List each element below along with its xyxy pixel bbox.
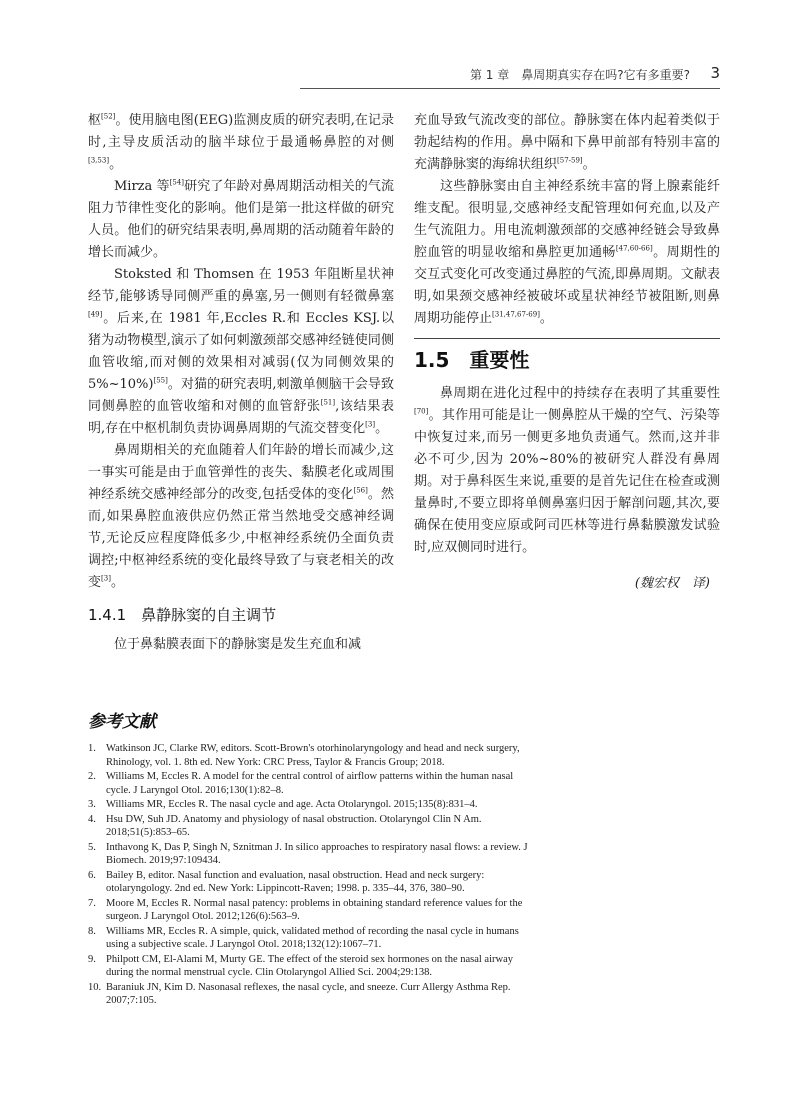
- paragraph: 鼻周期相关的充血随着人们年龄的增长而减少,这一事实可能是由于血管弹性的丧失、黏膜老化或周围神经系统交感神经部分的改变,包括受体的变化[56]。然而,如果鼻腔血液供应仍然正常当然地受交感神经调节,无论反应程度降低多少,中枢神经系统仍全面负责调控;中枢神经系统的变化最终导致了与衰老相关的改变[3]。: [88, 443, 394, 590]
- paragraph: Mirza 等[54]研究了年龄对鼻周期活动相关的气流阻力节律性变化的影响。他们是第一批这样做的研究人员。他们的研究结果表明,鼻周期的活动随着年龄的增长而减少。: [88, 178, 394, 260]
- left-column: [88, 110, 394, 656]
- reference-text: Baraniuk JN, Kim D. Nasonasal reflexes, the nasal cycle, and sneeze. Curr Allergy Asthma Rep. 2007;7:105.: [106, 981, 511, 1006]
- section-rule: [414, 338, 720, 339]
- reference-number: 5.: [88, 841, 96, 853]
- reference-item: [88, 798, 530, 812]
- header-rule: [300, 88, 720, 89]
- citation[interactable]: [3,53]: [88, 156, 110, 165]
- references-heading: 参考文献: [88, 712, 156, 732]
- citation[interactable]: [49]: [88, 310, 103, 319]
- reference-number: 3.: [88, 799, 96, 810]
- reference-item: [88, 925, 530, 952]
- reference-item: [88, 841, 530, 868]
- citation[interactable]: [52]: [101, 112, 116, 121]
- paragraph: 位于鼻黏膜表面下的静脉窦是发生充血和减: [114, 637, 362, 652]
- reference-number: 10.: [88, 981, 102, 993]
- reference-number: 4.: [88, 813, 96, 825]
- reference-item: [88, 813, 530, 840]
- citation[interactable]: [47,60-66]: [615, 244, 653, 253]
- citation[interactable]: [55]: [153, 376, 168, 385]
- reference-list: [88, 742, 530, 1009]
- citation[interactable]: [56]: [353, 486, 368, 495]
- citation[interactable]: [31,47,67-69]: [492, 310, 540, 319]
- citation[interactable]: [3]: [101, 574, 111, 583]
- reference-text: Watkinson JC, Clarke RW, editors. Scott-Brown's otorhinolaryngology and head and neck surgery, Rhinology, vol. 1. 8th ed. New York: CRC Press, Taylor & Francis Group; 2018.: [106, 743, 520, 768]
- paragraph: 枢[52]。使用脑电图(EEG)监测皮质的研究表明,在记录时,主导皮质活动的脑半球位于最通畅鼻腔的对侧[3,53]。: [88, 112, 394, 172]
- paragraph: Stoksted 和 Thomsen 在 1953 年阻断星状神经节,能够诱导同侧严重的鼻塞,另一侧则有轻微鼻塞[49]。后来,在 1981 年,Eccles R.和 Eccles KSJ.以猪为动物模型,演示了如何刺激颈部交感神经链使同侧血管收缩,而对侧的效果相对减弱(仅为同侧效果的 5%~10%)[55]。对猫的研究表明,刺激单侧脑干会导致同侧鼻腔的血管收缩和对侧的血管舒张[51],该结果表明,存在中枢机制负责协调鼻周期的气流交替变化[3]。: [88, 267, 394, 436]
- reference-number: 1.: [88, 743, 96, 754]
- reference-item: [88, 897, 530, 924]
- reference-number: 7.: [88, 897, 96, 909]
- reference-text: Philpott CM, El-Alami M, Murty GE. The effect of the steroid sex hormones on the nasal airway during the normal menstrual cycle. Clin Otolaryngol Allied Sci. 2004;29:138.: [106, 953, 513, 978]
- citation[interactable]: [3]: [365, 420, 376, 429]
- paragraph: 充血导致气流改变的部位。静脉窦在体内起着类似于勃起结构的作用。鼻中隔和下鼻甲前部有特别丰富的充满静脉窦的海绵状组织[57-59]。: [414, 113, 720, 172]
- reference-text: Williams MR, Eccles R. A simple, quick, validated method of recording the nasal cycle in humans using a subjective scale. J Laryngol Otol. 2018;132(12):1067–71.: [106, 925, 519, 950]
- citation[interactable]: [57-59]: [557, 156, 583, 165]
- paragraph: 这些静脉窦由自主神经系统丰富的肾上腺素能纤维支配。很明显,交感神经支配管理如何充血,以及产生气流阻力。用电流刺激颈部的交感神经链会导致鼻腔血管的明显收缩和鼻腔更加通畅[47,60-66]。周期性的交互式变化可改变通过鼻腔的气流,即鼻周期。文献表明,如果颈交感神经被破坏或星状神经节被阻断,则鼻周期功能停止[31,47,67-69]。: [414, 179, 720, 326]
- reference-text: Hsu DW, Suh JD. Anatomy and physiology of nasal obstruction. Otolaryngol Clin N Am. 2018;51(5):853–65.: [106, 813, 482, 838]
- paragraph: 鼻周期在进化过程中的持续存在表明了其重要性[70]。其作用可能是让一侧鼻腔从干燥的空气、污染等中恢复过来,而另一侧更多地负责通气。然而,这并非必不可少,因为 20%~80%的被研究人群没有鼻周期。对于鼻科医生来说,重要的是首先记住在检查或测量鼻时,不要立即将单侧鼻塞归因于解剖问题,其次,要确保在使用变应原或阿司匹林等进行鼻黏膜激发试验时,应双侧同时进行。: [414, 386, 720, 555]
- reference-text: Bailey B, editor. Nasal function and evaluation, nasal obstruction. Head and neck surgery: otolaryngology. 2nd ed. New York: Lippincott-Raven; 1998. p. 335–44, 376, 380–90.: [106, 869, 485, 894]
- citation[interactable]: [70]: [414, 407, 429, 416]
- reference-number: 2.: [88, 771, 96, 782]
- reference-item: [88, 869, 530, 896]
- reference-number: 9.: [88, 953, 96, 965]
- running-title: 第 1 章 鼻周期真实存在吗?它有多重要?: [469, 68, 690, 82]
- section-title: 1.5 重要性: [414, 348, 530, 372]
- reference-item: [88, 981, 530, 1008]
- reference-number: 6.: [88, 869, 96, 881]
- subsection-title: 1.4.1 鼻静脉窦的自主调节: [88, 606, 277, 624]
- reference-item: [88, 770, 530, 797]
- citation[interactable]: [51]: [320, 398, 336, 407]
- right-column: [414, 110, 720, 595]
- translator-credit: (魏宏权 译): [634, 576, 710, 591]
- reference-text: Williams M, Eccles R. A model for the central control of airflow patterns within the human nasal cycle. J Laryngol Otol. 2016;130(1):82–8.: [106, 771, 514, 796]
- page-number: 3: [710, 64, 720, 82]
- running-header: [300, 62, 720, 90]
- reference-item: [88, 953, 530, 980]
- reference-number: 8.: [88, 925, 96, 937]
- citation[interactable]: [54]: [169, 178, 185, 187]
- reference-text: Inthavong K, Das P, Singh N, Sznitman J. In silico approaches to respiratory nasal flows: a review. J Biomech. 2019;97:109434.: [106, 841, 528, 866]
- reference-item: [88, 742, 530, 769]
- reference-text: Moore M, Eccles R. Normal nasal patency: problems in obtaining standard reference values for the surgeon. J Laryngol Otol. 2012;126(6):563–9.: [106, 897, 523, 922]
- reference-text: Williams MR, Eccles R. The nasal cycle and age. Acta Otolaryngol. 2015;135(8):831–4.: [106, 799, 478, 810]
